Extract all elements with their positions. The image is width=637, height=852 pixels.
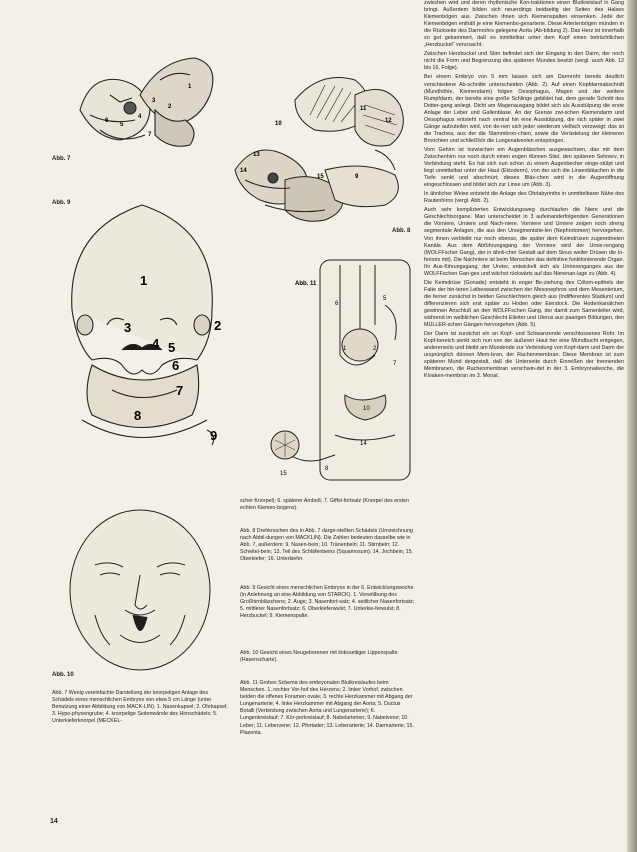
svg-text:1: 1 — [140, 273, 148, 288]
svg-text:10: 10 — [275, 121, 282, 127]
figure-abb7-skull-cartilage — [60, 40, 230, 160]
svg-text:6: 6 — [172, 358, 180, 373]
paragraph: Zwischen Herzbuckel und Stirn befindet sich der Eingang in den Darm, der noch nicht die Form und Begrenzung des späteren Mundes besitzt (vergl. auch Abb. 12 bis 16, Folge). — [424, 51, 624, 72]
svg-text:15: 15 — [317, 174, 324, 180]
svg-text:14: 14 — [360, 441, 367, 447]
svg-text:5: 5 — [120, 122, 124, 128]
caption-abb8: Abb. 8 Drehknochen des in Abb. 7 darge-stellten Schädels (Umzeichnung nach Abbil-dungen von MACKLIN). Die Zahlen bedeuten dasselbe wie in Abb. 7, außerdem: 9. Nasen-bein; 10. Tränenbein; 11. Stirnbein; 12. Scheitel-bein; 13. Teil des Schläfenbeins (Squamosum); 14. Jochbein; 15. Oberkiefer; 16. Unterkiefer. — [240, 528, 414, 563]
page-number: 14 — [50, 818, 58, 825]
svg-text:6: 6 — [105, 118, 109, 124]
article-text-column — [424, 0, 624, 382]
svg-text:10: 10 — [363, 406, 370, 412]
svg-text:11: 11 — [360, 106, 367, 112]
abb10-label: Abb. 10 — [52, 672, 74, 678]
svg-text:7: 7 — [176, 383, 184, 398]
abb7-label: Abb. 7 — [52, 156, 71, 162]
paragraph: Der Darm ist zunächst ein an Kopf- und Schwanzende verschlossenes Rohr. Im Kopf-bereich senkt sich nun von der äußeren Haut her eine Mundbucht entgegen, andererseits und bleibt am Mundende zur Verbindung von Kopf-darm und Darm der ursprünglich dünnen Mem-bran, der Rachenmembran. Diese Membran ist zum späteren Mund dergestalt, daß die Unterseite durch Einreißen der trennenden Membranen, die Rachenmembran verschwin-det in der 3. Embryonalwoche, die Kloaken-membran im 3. Monat. — [424, 331, 624, 380]
svg-text:2: 2 — [373, 346, 377, 352]
svg-text:5: 5 — [383, 296, 387, 302]
svg-text:8: 8 — [134, 408, 142, 423]
paragraph: In ähnlicher Weise entsteht die Anlage des Ohrlabyrinths in unmittelbarer Nähe des Rautenhirns (vergl. Abb. 2). — [424, 191, 624, 205]
paragraph: Auch sehr komplizierten Entwicklungsweg durchlaufen die Niere und die Geschlechtsorgane. Man unterscheidet in 3 aufeinanderfolgenden Generationen die Vorniere, Urniere und Nach-niere. Vorniere und Urniere zeigen noch streng segmentale Anlagen, die aus den Ursegmentstie-len (Nephrotomen) hervorgehen. Von ihnen verbleibt nur noch ebenso, die später dem Keimdrüsen zugeordneten Kanäle. Aus dem Abführungsgang der Vorniere wird der Urnie-rengang (WOLFFscher Gang), der in ähnli-cher Gestalt auf dem Sinus weiter Drüsen die In-ferioris mit). Die Nachniere ist beim Menschen das definitive funktionierende Organ. Ihr Aus-führungsgang, der Ureter, entwickelt sich als Urnierenganges aus der WOLFFschen Gan-ges und wächst rückwärts auf das Nierenan-lage zu (Abb. 4). — [424, 207, 624, 277]
page-edge-shadow — [627, 0, 637, 852]
svg-text:2: 2 — [214, 318, 222, 333]
svg-text:14: 14 — [240, 168, 247, 174]
figure-abb9-embryo-face — [52, 190, 232, 460]
svg-text:8: 8 — [325, 466, 329, 472]
svg-text:12: 12 — [385, 118, 392, 124]
abb8-label: Abb. 8 — [392, 228, 411, 234]
svg-text:13: 13 — [253, 152, 260, 158]
svg-text:7: 7 — [148, 132, 152, 138]
caption-abb9: Abb. 9 Gesicht eines menschlichen Embryos in der 6. Entwicklungswoche (in Anlehnung an eine Abbildung von STARCK). 1. Vorwölbung des Großhirnbläschens; 2. Auge; 3. Nasenfort-satz; 4. seitlicher Nasenfortsatz; 5. mittlerer Nasenfortsatz; 6. Oberkieferwulst; 7. Unterkie-ferwulst; 8. Herzbuckel; 9. Kiemenspalte. — [240, 585, 415, 620]
figure-abb10-newborn-face — [55, 505, 225, 680]
svg-text:4: 4 — [138, 114, 142, 120]
svg-text:4: 4 — [152, 336, 160, 351]
caption-abb10: Abb. 10 Gesicht eines Neugeborenen mit linksseitiger Lippenspalte (Hasenscharte). — [240, 650, 398, 664]
svg-text:2: 2 — [168, 104, 172, 110]
svg-text:6: 6 — [335, 301, 339, 307]
paragraph: zwischen wird und deren rhythmische Kon-traktionen einen Blutkreislauf in Gang bringt. Außerdem bilden sich neuerdings beidseitig der Seiten des Halses Kiemenbögen aus. Zwischen ihnen sich Kiemenspalten einsenken. Jede der Kiemenbögen enthält je eine Kiemenbo-genarterie. Diese Arterienbögen münden in die Rückseite des Darmrohrs gelegene Aorta (Ab-bildung 2). Das Herz ist innerhalb so gut gekammert, daß es inmittelbar unter dem Kopf einen beträchtlichen „Herzbuckel“ verursacht. — [424, 0, 624, 49]
svg-text:9: 9 — [210, 428, 218, 443]
svg-text:9: 9 — [355, 174, 359, 180]
figure-abb11-circulation — [265, 245, 425, 490]
paragraph: Bei einem Embryo von 5 mm lassen sich am Darmrohr bereits deutlich verschiedene Ab-schnitte unterscheiden (Abb. 2). Auf einen Kopfdarmabschnitt (Mundhöhle, Kiemendarm) folgen Oesophagus, Magen und der weitere Rumpfdarm, der bereits eine große Schlinge gebildet hat, dem gerade Schnitt des Dotter-gang anliegt. Dicht am Magenausgang bildet sich als Ausstülpung die erste Anlage der Leber und Gallenblase. An der Grenze zwi-schen Kiemendarm und Oesophagus entsteht nach ventral hin eine Ausstülpung, die sich später in zwei Gänge aufzuteilen wird, von de-nen sich jeder wiederum vielfach verzweigt: das ist die Trachea, aus der die Stammbron-chien, sowie die Verästelung der kleineren Bronchien und schließlich die Lungenalveolen entspringen. — [424, 74, 624, 144]
svg-text:3: 3 — [124, 320, 132, 335]
svg-text:1: 1 — [343, 346, 347, 352]
svg-text:15: 15 — [280, 471, 287, 477]
caption-continuation: scher Knorpel); 6. späterer Amboß; 7. Giffel-fortsatz (Knorpel des ersten echten Kiemen-bogens). — [240, 498, 409, 512]
paragraph: Vom Gehirn ist inzwischen ein Augenbläschen ausgewachsen, das mit dem Zwischenhirn nur noch durch einen engen dünnen Stiel, den späteren Sehnerv, in Verbindung steht. Es hat sich nun schon zu einem Augenbecher einge-stülpt und liegt unmittelbar unter der Haut (Ektoderm), von der sich die Linsenbläschen in die Tiefe senkt und abschnürt; dieses Bläs-chen wird in die Augenöffnung eingeschlossen und bildet sich zur Linse um (Abb. 3). — [424, 146, 624, 189]
caption-abb11: Abb. 11 Grobes Schema des embryonalen Blutkreislaufes beim Menschen. 1. rechter Vor-hof des Herzens; 2. linker Vorhof, zwischen beiden die offenes Foramen ovale; 3. rechte Herzkammer mit Abgang der Lungenarterie; 4. linke Herzkammer mit Abgang der Aorta; 5. Ductus Botalli (Verbindung zwischen Aorta und Lungenarterie); 6. Lungenkreislauf; 7. Kör-perkreislauf; 8. Nabelarterien; 9. Nabelvene; 10. Leber; 11. Lebervene; 12. Pfortader; 13. Leberarterie; 14. Darmarterie; 15. Plazenta. — [240, 680, 414, 736]
svg-text:3: 3 — [152, 98, 156, 104]
figure-abb8-skull-bones — [225, 60, 425, 235]
svg-text:1: 1 — [188, 84, 192, 90]
svg-text:7: 7 — [393, 361, 397, 367]
abb9-label: Abb. 9 — [52, 200, 71, 206]
caption-abb7: Abb. 7 Wenig vereinfachte Darstellung der knorpeligen Anlage des Schädels eines menschlichen Embryos von etwa 5 cm Länge (unter Benutzung einer Abbildung von MACK-LIN). 1. Nasenkapsel; 2. Ohrkapsel; 3. Hypo-physengrube; 4. knorpelige Seitenwände des Hirnschädels; 5. Unterkieferknorpel (MECKEL- — [52, 690, 228, 725]
svg-text:5: 5 — [168, 340, 176, 355]
svg-text:Abb. 11: Abb. 11 — [295, 281, 317, 287]
paragraph: Die Keimdrüse (Gonade) entsteht in enger Be-ziehung des Cölom-epithels der Falte der hin-teren Leibeswand zwischen der Mesonephros und dem Mesenterium, die ferner zunächst in beiden Geschlechtern gleich aus (Indifferentes Stadium) und differenzieren sich erst später zu Hoden oder Eierstock. Die Hodenkanälchen gewinnen Anschluß an den WOLFFschen Gang, der damit zum Samenleiter wird, während im weiblichen Geschlecht Eileiter und Uterus aus paarigen Bildungen, den MÜLLER-schen Gängen hervorgehen (Abb. 5). — [424, 279, 624, 329]
